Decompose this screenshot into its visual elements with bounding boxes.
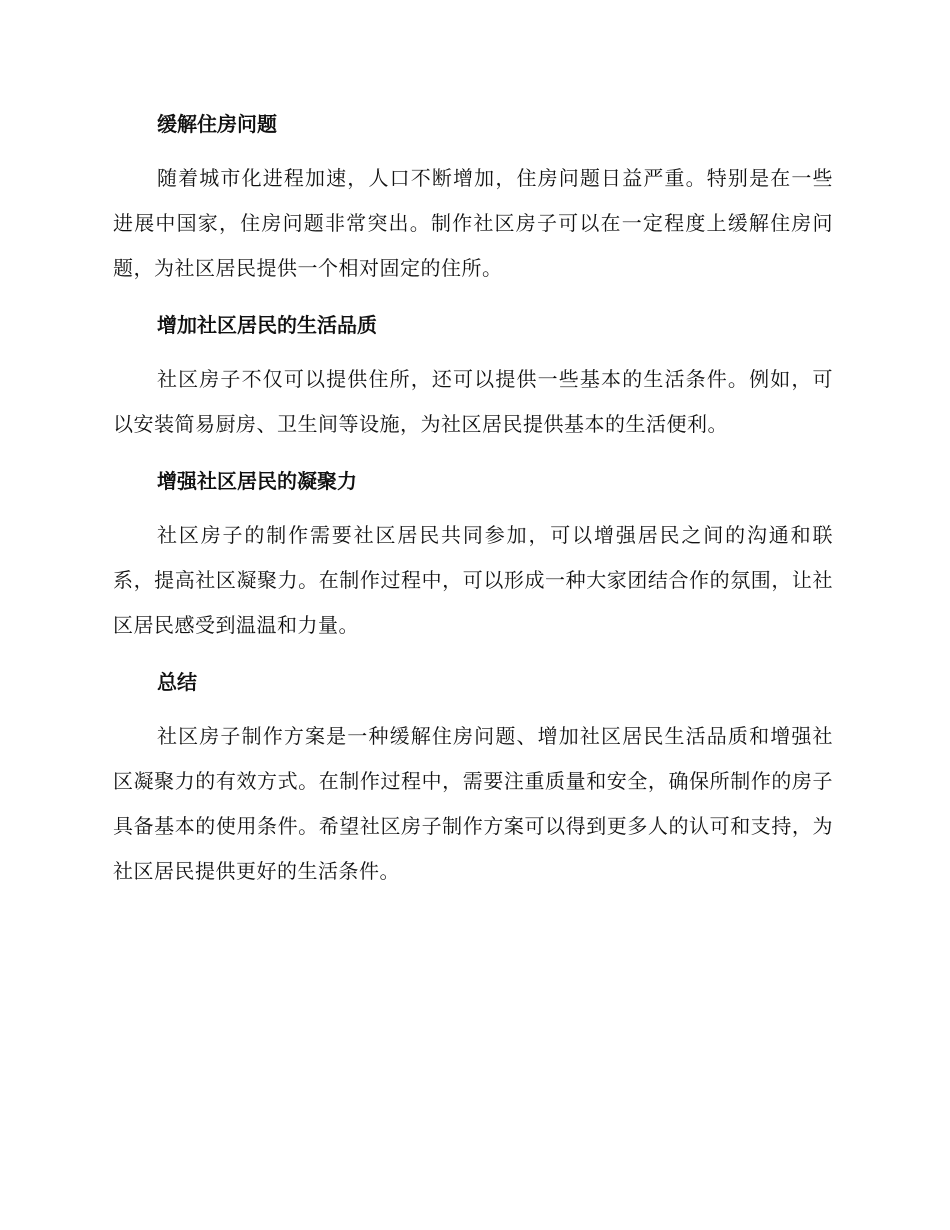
section-paragraph: 随着城市化进程加速，人口不断增加，住房问题日益严重。特别是在一些进展中国家，住房问题非常突出。制作社区房子可以在一定程度上缓解住房问题，为社区居民提供一个相对固定的住所。 (113, 166, 833, 280)
section-paragraph: 社区房子制作方案是一种缓解住房问题、增加社区居民生活品质和增强社区凝聚力的有效方式。在制作过程中，需要注重质量和安全，确保所制作的房子具备基本的使用条件。希望社区房子制作方案可以得到更多人的认可和支持，为社区居民提供更好的生活条件。 (113, 724, 833, 883)
section-heading: 增加社区居民的生活品质 (157, 313, 377, 337)
section-cohesion (113, 467, 833, 648)
section-paragraph: 社区房子不仅可以提供住所，还可以提供一些基本的生活条件。例如，可以安装简易厨房、卫生间等设施，为社区居民提供基本的生活便利。 (113, 367, 833, 436)
section-heading: 缓解住房问题 (157, 112, 277, 136)
section-summary (113, 668, 833, 894)
section-heading: 增强社区居民的凝聚力 (157, 469, 357, 493)
section-heading: 总结 (157, 670, 197, 694)
document-page (113, 110, 833, 894)
section-quality-of-life (113, 311, 833, 447)
section-paragraph: 社区房子的制作需要社区居民共同参加，可以增强居民之间的沟通和联系，提高社区凝聚力。在制作过程中，可以形成一种大家团结合作的氛围，让社区居民感受到温温和力量。 (113, 523, 833, 637)
section-housing (113, 110, 833, 291)
